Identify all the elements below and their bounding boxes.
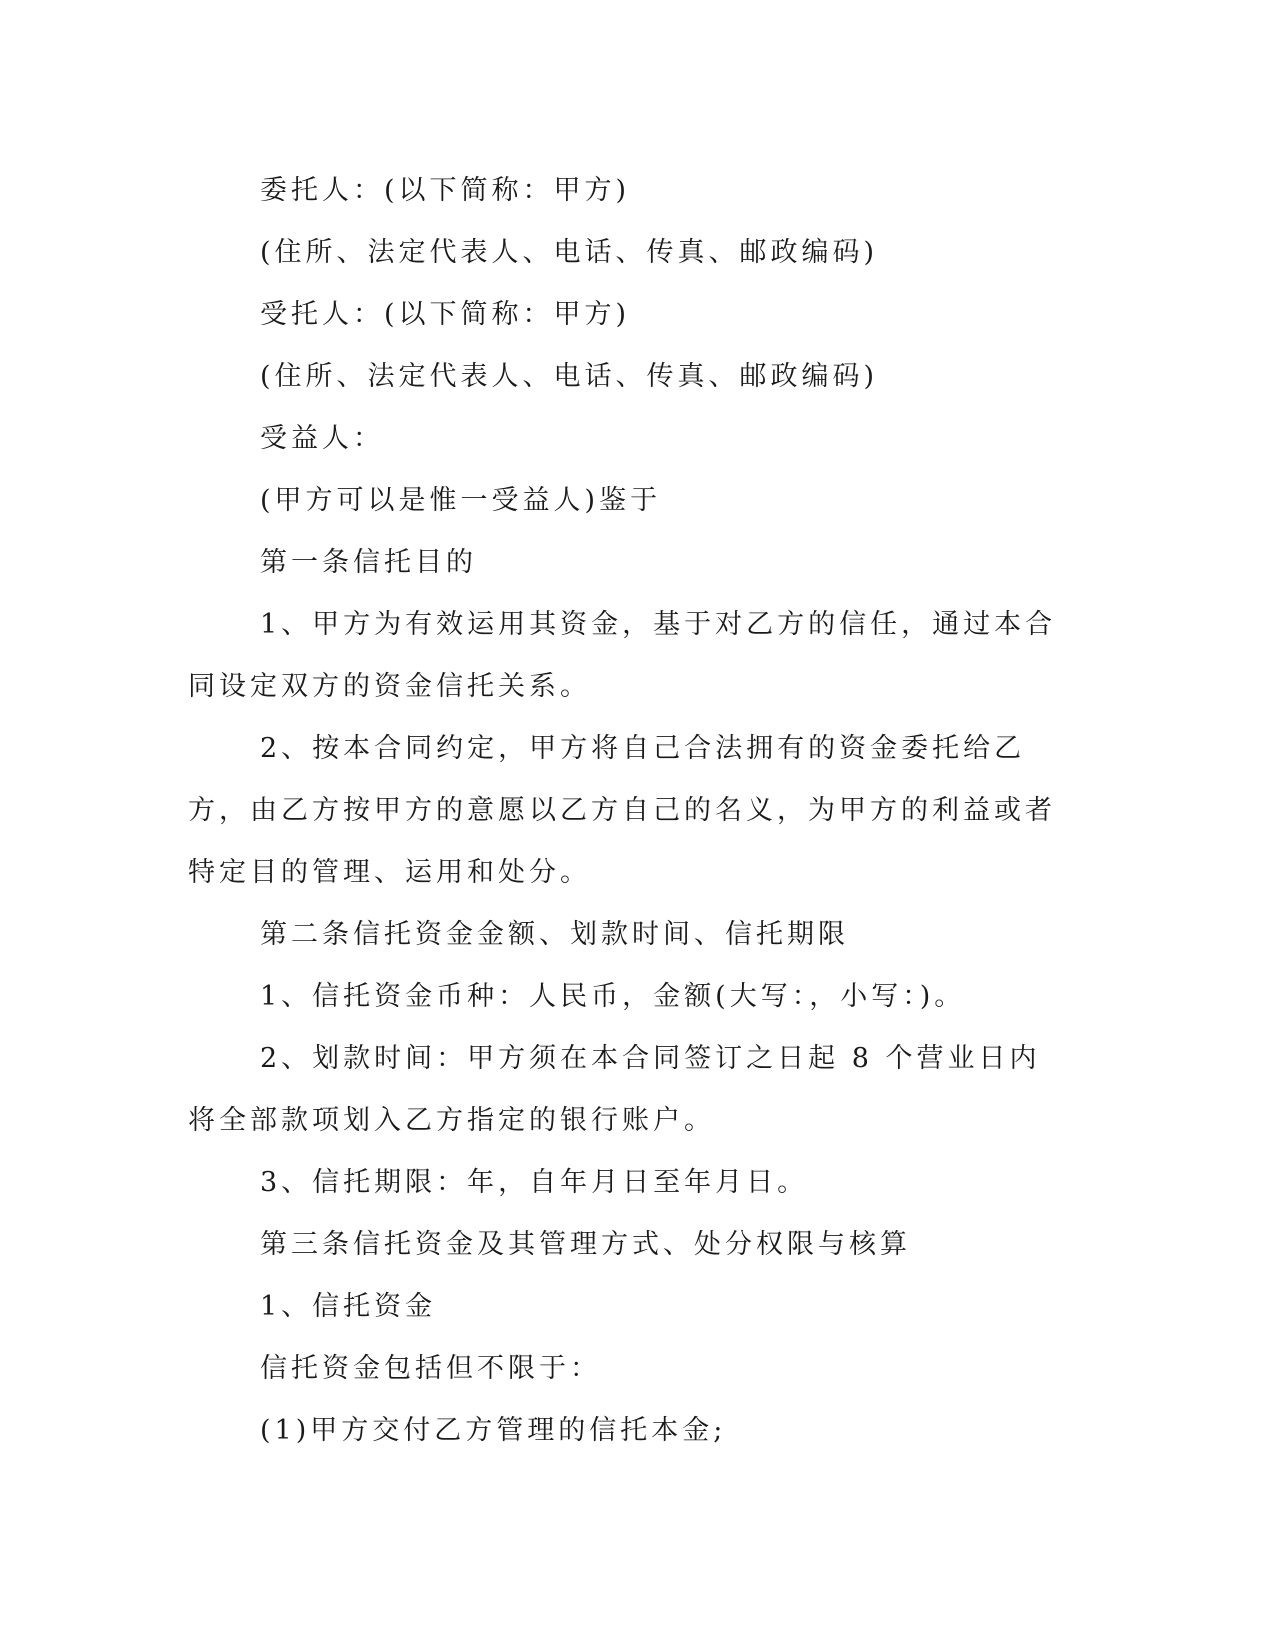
trustee-line: 受托人：(以下简称：甲方) (260, 299, 631, 330)
article-1-clause-1: 1、甲方为有效运用其资金，基于对乙方的信任，通过本合同设定双方的资金信托关系。 (188, 609, 1057, 702)
article-3-item-1: (1)甲方交付乙方管理的信托本金; (260, 1415, 727, 1446)
article-2-clause-2: 2、划款时间：甲方须在本合同签订之日起 8 个营业日内将全部款项划入乙方指定的银行账户。 (188, 1043, 1041, 1136)
article-3-heading: 第三条信托资金及其管理方式、处分权限与核算 (260, 1229, 911, 1260)
article-2-clause-1: 1、信托资金币种：人民币，金额(大写：，小写：)。 (260, 981, 966, 1012)
principal-details: (住所、法定代表人、电话、传真、邮政编码) (260, 237, 879, 268)
article-3-subheading: 信托资金包括但不限于： (260, 1353, 601, 1384)
beneficiary-line: 受益人： (260, 423, 384, 454)
article-2-heading: 第二条信托资金金额、划款时间、信托期限 (260, 919, 849, 950)
beneficiary-note: (甲方可以是惟一受益人)鉴于 (260, 485, 662, 516)
article-1-heading: 第一条信托目的 (260, 547, 477, 578)
principal-line: 委托人：(以下简称：甲方) (260, 175, 631, 206)
document-body (188, 160, 1068, 1462)
article-1-clause-2: 2、按本合同约定，甲方将自己合法拥有的资金委托给乙方，由乙方按甲方的意愿以乙方自己的名义，为甲方的利益或者特定目的管理、运用和处分。 (188, 733, 1056, 888)
article-2-clause-3: 3、信托期限：年，自年月日至年月日。 (260, 1167, 809, 1198)
trustee-details: (住所、法定代表人、电话、传真、邮政编码) (260, 361, 879, 392)
article-3-clause-1: 1、信托资金 (260, 1291, 437, 1322)
